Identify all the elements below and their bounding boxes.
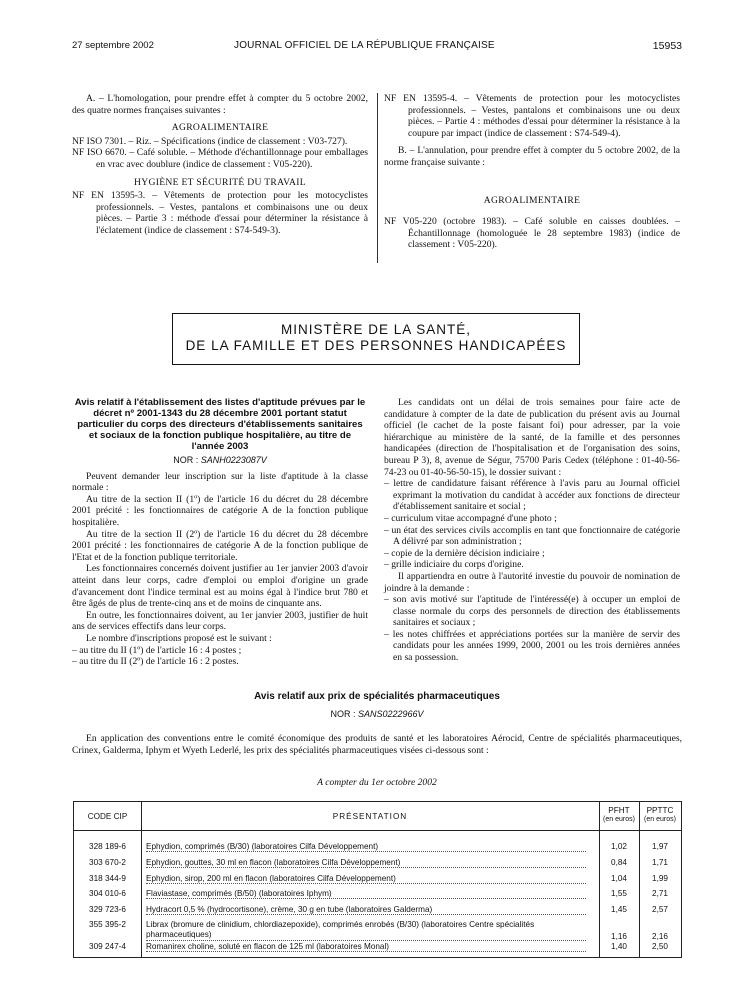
list-item: – les notes chiffrées et appréciations portées sur la manière de servir des candidats pour les années 1999, 2000, 2001 ou les trois dernières années en sa possession. <box>384 628 680 664</box>
header-date: 27 septembre 2002 <box>72 40 154 51</box>
list-item: – au titre du II (2º) de l'article 16 : 2 postes. <box>72 656 239 668</box>
section-heading-agro: AGROALIMENTAIRE <box>171 122 269 134</box>
list-item: – un état des services civils accomplis en tant que fonctionnaire de catégorie A délivré par son administration ; <box>384 524 680 548</box>
cell-code: 309 247-4 <box>89 942 126 951</box>
paragraph: Il appartiendra en outre à l'autorité investie du pouvoir de nomination de joindre à la demande : <box>384 570 680 594</box>
header-page-number: 15953 <box>652 40 682 52</box>
cell-ppttc: 2,16 <box>652 932 668 941</box>
header-ppttc-unit: (en euros) <box>644 816 676 823</box>
avis2-paragraph <box>72 733 682 756</box>
cell-code: 318 344-9 <box>89 874 126 883</box>
cell-ppttc: 2,71 <box>652 889 668 898</box>
cell-ppttc: 2,57 <box>652 905 668 914</box>
cell-code: 355 395-2 <box>89 920 126 929</box>
nor-code: SANS0222966V <box>357 709 424 719</box>
norm-item: NF ISO 6670. – Café soluble. – Méthode d'échantillonnage pour emballages en vrac avec doublure (indice de classement : V05-220). <box>72 147 368 170</box>
section-heading-agro: AGROALIMENTAIRE <box>483 194 581 206</box>
paragraph: Peuvent demander leur inscription sur la liste d'aptitude à la classe normale : <box>72 470 368 494</box>
homologation-intro: A. – L'homologation, pour prendre effet à compter du 5 octobre 2002, des quatre normes françaises suivantes : <box>72 93 368 116</box>
cell-pfht: 1,40 <box>611 942 627 951</box>
cell-presentation: Ephydion, gouttes, 30 ml en flacon (laboratoires Cilfa Développement) <box>146 858 586 868</box>
header-pfht-unit: (en euros) <box>603 816 635 823</box>
list-item: – lettre de candidature faisant référence à l'avis paru au Journal officiel exprimant la motivation du candidat à accéder aux fonctions de directeur d'établissement sanitaire et social ; <box>384 478 680 513</box>
cell-ppttc: 1,99 <box>652 874 668 883</box>
cell-presentation: Flaviastase, comprimés (B/50) (laboratoires Iphym) <box>146 889 586 899</box>
paragraph: Au titre de la section II (1º) de l'article 16 du décret du 28 décembre 2001 précité : les fonctionnaires de catégorie A de la fonction publique hospitalière. <box>72 493 368 528</box>
paragraph: Les candidats ont un délai de trois semaines pour faire acte de candidature à compter de la date de publication du présent avis au Journal officiel (le cachet de la poste faisant foi) pour adresser, par la voie hiérarchique au ministère de la santé, de la famille et des personnes handicapées (direction de l'hospitalisation et de l'organisation des soins, bureau P 3), 8, avenue de Ségur, 75700 Paris Cedex (téléphone : 01-40-56-74-23 ou 01-40-56-50-15), le dossier suivant : <box>384 397 680 478</box>
header-ppttc: PPTTC <box>646 806 674 815</box>
ministry-line-1: MINISTÈRE DE LA SANTÉ, <box>280 322 472 337</box>
cell-pfht: 1,45 <box>611 905 627 914</box>
paragraph: Le nombre d'inscriptions proposé est le suivant : <box>86 632 272 644</box>
paragraph: En outre, les fonctionnaires doivent, au 1er janvier 2003, justifier de huit ans de services effectifs dans leur corps. <box>72 609 368 633</box>
paragraph: Au titre de la section II (2º) de l'article 16 du décret du 28 décembre 2001 précité : les fonctionnaires de catégorie A de la fonction publique de l'Etat et de la fonction publique territoriale. <box>72 528 368 563</box>
top-left-column <box>72 93 368 237</box>
cell-pfht: 1,16 <box>611 932 627 941</box>
nor-label: NOR : <box>330 709 356 719</box>
cell-presentation: Ephydion, sirop, 200 ml en flacon (laboratoires Cilfa Développement) <box>146 874 586 884</box>
header-code: CODE CIP <box>87 812 128 821</box>
list-item: – au titre du II (1º) de l'article 16 : 4 postes ; <box>72 644 242 656</box>
cell-code: 328 189-6 <box>89 842 126 851</box>
cell-pfht: 1,55 <box>611 889 627 898</box>
header-pfht: PFHT <box>608 806 630 815</box>
avis2-title: Avis relatif aux prix de spécialités pharmaceutiques <box>254 691 500 702</box>
list-item: – copie de la dernière décision indiciaire ; <box>384 547 545 559</box>
norm-item: NF EN 13595-3. – Vêtements de protection pour les motocyclistes professionnels. – Vestes, pantalons et combinaisons une ou deux pièces. – Partie 3 : méthode d'essai pour déterminer la résistance à l'éclatement (indice de classement : S74-549-3). <box>72 190 368 236</box>
cell-code: 329 723-6 <box>89 905 126 914</box>
cell-presentation: Ephydion, comprimés (B/30) (laboratoires Cilfa Développement) <box>146 842 586 852</box>
avis2-effective-date: A compter du 1er octobre 2002 <box>317 777 437 788</box>
ministry-box <box>172 313 580 365</box>
header-presentation: PRÉSENTATION <box>332 812 408 821</box>
list-item: – curriculum vitae accompagné d'une photo ; <box>384 512 557 524</box>
norm-item: NF V05-220 (octobre 1983). – Café soluble en caisses doublées. – Échantillonnage (homologuée le 28 septembre 1983) (indice de classement : V05-220). <box>384 216 680 251</box>
paragraph: En application des conventions entre le comité économique des produits de santé et les laboratoires Aérocid, Centre de spécialités pharmaceutiques, Crinex, Galderma, Iphym et Wyeth Lederlé, les prix des spécialités pharmaceutiques visées ci-dessous sont : <box>72 733 682 756</box>
header-journal-title: JOURNAL OFFICIEL DE LA RÉPUBLIQUE FRANÇAISE <box>234 40 495 51</box>
avis1-title: Avis relatif à l'établissement des listes d'aptitude prévues par le décret nº 2001-1343 du 28 décembre 2001 portant statut particulier du corps des directeurs d'établissements sanitaires et sociaux de la fonction publique hospitalière, au titre de l'année 2003 <box>74 397 366 452</box>
section-heading-hygiene: HYGIÈNE ET SÉCURITÉ DU TRAVAIL <box>134 176 306 188</box>
cell-ppttc: 1,97 <box>652 842 668 851</box>
list-item: – son avis motivé sur l'aptitude de l'intéressé(e) à occuper un emploi de classe normale du corps des personnels de direction des établissements sanitaires et sociaux ; <box>384 594 680 629</box>
cell-ppttc: 2,50 <box>652 942 668 951</box>
page-header <box>72 40 682 56</box>
cell-presentation: Hydracort 0,5 % (hydrocortisone), crème, 30 g en tube (laboratoires Galderma) <box>146 905 586 915</box>
annulation-intro: B. – L'annulation, pour prendre effet à compter du 5 octobre 2002, de la norme française suivante : <box>384 145 680 168</box>
cell-pfht: 1,02 <box>611 842 627 851</box>
paragraph: Les fonctionnaires concernés doivent justifier au 1er janvier 2003 d'avoir atteint dans leur corps, cadre d'emploi ou emploi d'origine un grade d'avancement dont l'indice terminal est au moins égal à l'indice brut 780 et être âgés de plus de trente-cinq ans et de moins de cinquante ans. <box>72 563 368 610</box>
cell-ppttc: 1,71 <box>652 858 668 867</box>
list-item: – grille indiciaire du corps d'origine. <box>384 559 524 571</box>
avis1-right-column <box>384 397 680 664</box>
avis1-nor <box>72 455 368 467</box>
nor-label: NOR : <box>173 455 199 465</box>
ministry-line-2: DE LA FAMILLE ET DES PERSONNES HANDICAPÉES <box>185 338 567 353</box>
norm-item: NF EN 13595-4. – Vêtements de protection pour les motocyclistes professionnels. – Vestes, pantalons et combinaisons une ou deux pièces. – Partie 4 : méthodes d'essai pour déterminer la résistance à la coupure par impact (indice de classement : S74-549-4). <box>384 93 680 139</box>
cell-presentation: Librax (bromure de clinidium, chlordiazepoxide), comprimés enrobés (B/30) (laboratoires Centre spécialités pharmaceutiques) <box>146 920 586 941</box>
cell-pfht: 1,04 <box>611 874 627 883</box>
top-right-column <box>384 93 680 251</box>
nor-code: SANH0223087V <box>200 455 267 465</box>
cell-pfht: 0,84 <box>611 858 627 867</box>
cell-code: 304 010-6 <box>89 889 126 898</box>
cell-code: 303 670-2 <box>89 858 126 867</box>
cell-presentation: Romanirex choline, soluté en flacon de 125 ml (laboratoires Monal) <box>146 942 586 952</box>
norm-item: NF ISO 7301. – Riz. – Spécifications (indice de classement : V03-727). <box>72 135 348 147</box>
avis2-nor <box>72 709 682 719</box>
avis1-left-column <box>72 397 368 668</box>
column-divider <box>377 93 378 263</box>
price-table <box>73 801 682 958</box>
